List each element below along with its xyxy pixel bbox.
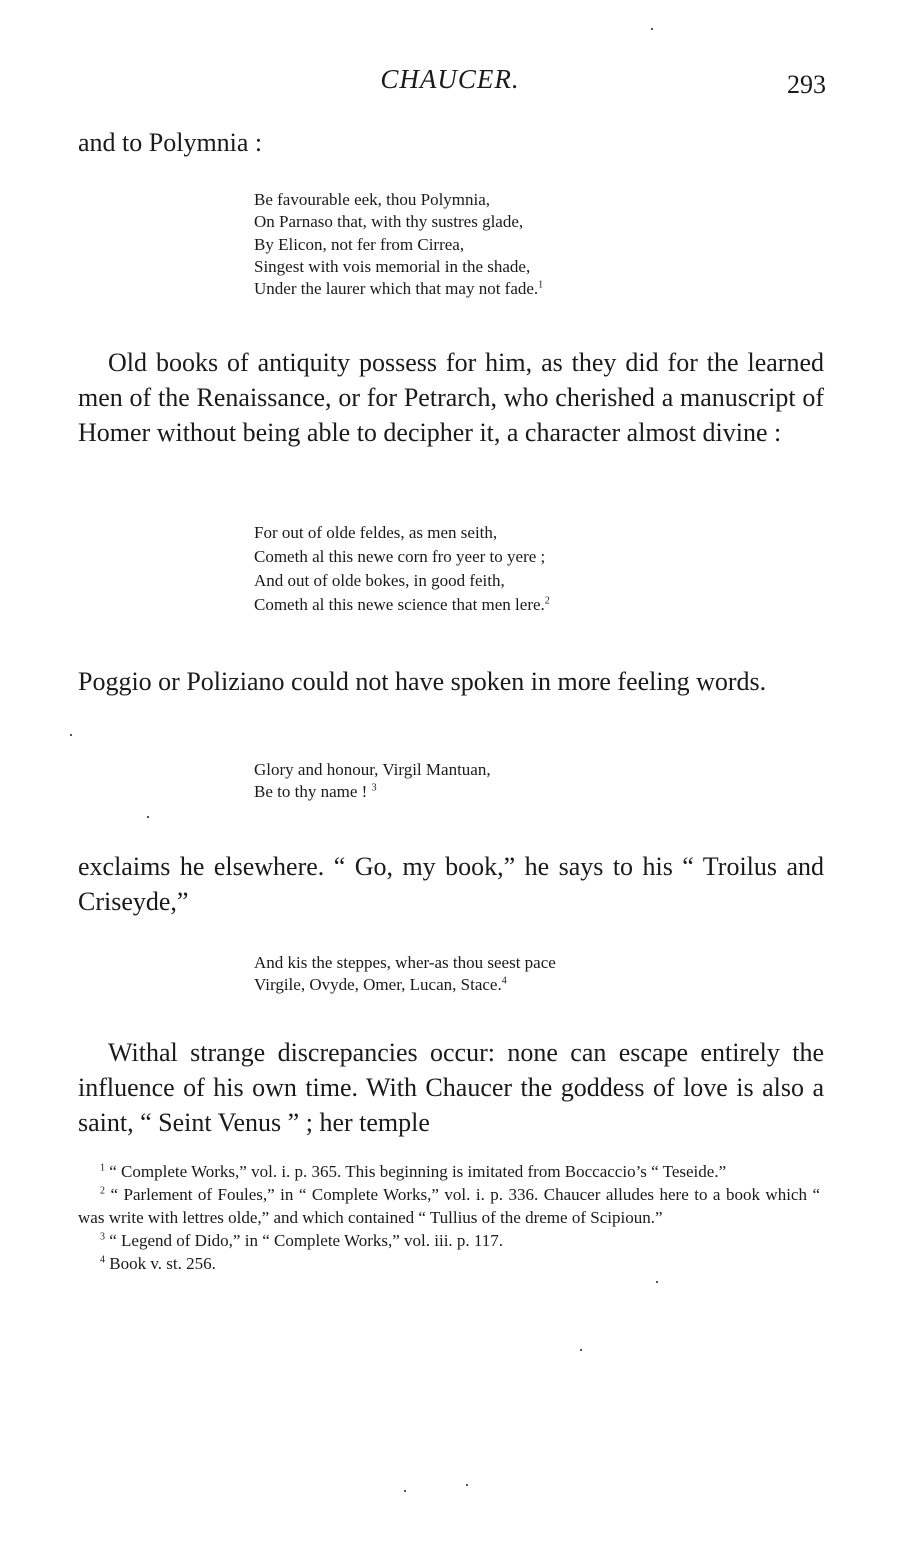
verse-line: Cometh al this newe corn fro yeer to yere ;: [254, 547, 546, 566]
paragraph-old-books: Old books of antiquity possess for him, as they did for the learned men of the Renaissance, or for Petrarch, who cherished a manuscript of Homer without being able to decipher it, a character almost divine :: [78, 348, 824, 447]
footnote-text: “ Complete Works,” vol. i. p. 365. This beginning is imitated from Boccaccio’s “ Teseide.”: [109, 1162, 727, 1181]
footnote-2: [78, 1183, 820, 1229]
paragraph-exclaims: exclaims he elsewhere. “ Go, my book,” he says to his “ Troilus and Criseyde,”: [78, 852, 824, 916]
footnotes: [78, 1160, 820, 1275]
verse-quotation-3: [254, 759, 491, 804]
scan-speck: [404, 1490, 406, 1492]
footnote-marker: 3: [371, 782, 377, 794]
verse-line: Be favourable eek, thou Polymnia,: [254, 190, 491, 209]
footnote-4: [78, 1252, 820, 1275]
verse-line: On Parnaso that, with thy sustres glade,: [254, 212, 524, 232]
paragraph-discrepancies: Withal strange discrepancies occur: none can escape entirely the influence of his own time. With Chaucer the goddess of love is also a saint, “ Seint Venus ” ; her temple: [78, 1038, 824, 1137]
footnote-marker: 1: [538, 279, 544, 291]
paragraph-poggio: Poggio or Poliziano could not have spoken in more feeling words.: [78, 667, 767, 696]
verse-line-text: Cometh al this newe science that men lere.: [254, 595, 545, 614]
verse-line: Glory and honour, Virgil Mantuan,: [254, 760, 491, 779]
verse-line: [254, 781, 491, 803]
verse-quotation-2: [254, 521, 550, 617]
verse-line: By Elicon, not fer from Cirrea,: [254, 234, 465, 254]
footnote-number: 4: [100, 1254, 105, 1266]
verse-line-text: Under the laurer which that may not fade.: [254, 279, 539, 299]
footnote-number: 2: [100, 1185, 105, 1197]
paragraph-intro: and to Polymnia :: [78, 128, 263, 157]
footnote-text: “ Legend of Dido,” in “ Complete Works,” vol. iii. p. 117.: [109, 1231, 504, 1250]
footnote-1: [78, 1160, 820, 1183]
page-number: 293: [787, 70, 826, 99]
footnote-number: 1: [100, 1162, 105, 1174]
scan-speck: [580, 1349, 582, 1351]
scan-speck: [70, 734, 72, 736]
footnote-3: [78, 1229, 820, 1252]
scan-speck: [147, 816, 149, 818]
verse-line-text: Be to thy name !: [254, 782, 368, 802]
scan-speck: [466, 1484, 468, 1486]
verse-line-text: Virgile, Ovyde, Omer, Lucan, Stace.: [254, 975, 502, 995]
footnote-text: Book v. st. 256.: [109, 1254, 216, 1273]
verse-quotation-4: [254, 952, 556, 997]
scan-speck: [651, 28, 653, 30]
verse-line: And kis the steppes, wher-as thou seest pace: [254, 953, 556, 972]
verse-line: [254, 593, 550, 617]
footnote-marker: 4: [501, 975, 507, 987]
footnote-marker: 2: [544, 595, 550, 607]
verse-line: And out of olde bokes, in good feith,: [254, 571, 505, 590]
scan-speck: [656, 1281, 658, 1283]
verse-line: Singest with vois memorial in the shade,: [254, 256, 531, 276]
verse-line: [254, 278, 543, 300]
running-title: CHAUCER.: [380, 64, 520, 94]
verse-line: For out of olde feldes, as men seith,: [254, 523, 498, 542]
footnote-text: “ Parlement of Foules,” in “ Complete Works,” vol. i. p. 336. Chaucer alludes here to a book which “ was write with lettres olde,” and which contained “ Tullius of the dreme of Scipioun.”: [78, 1185, 820, 1227]
verse-quotation-1: [254, 189, 543, 300]
verse-line: [254, 974, 556, 996]
footnote-number: 3: [100, 1231, 105, 1243]
